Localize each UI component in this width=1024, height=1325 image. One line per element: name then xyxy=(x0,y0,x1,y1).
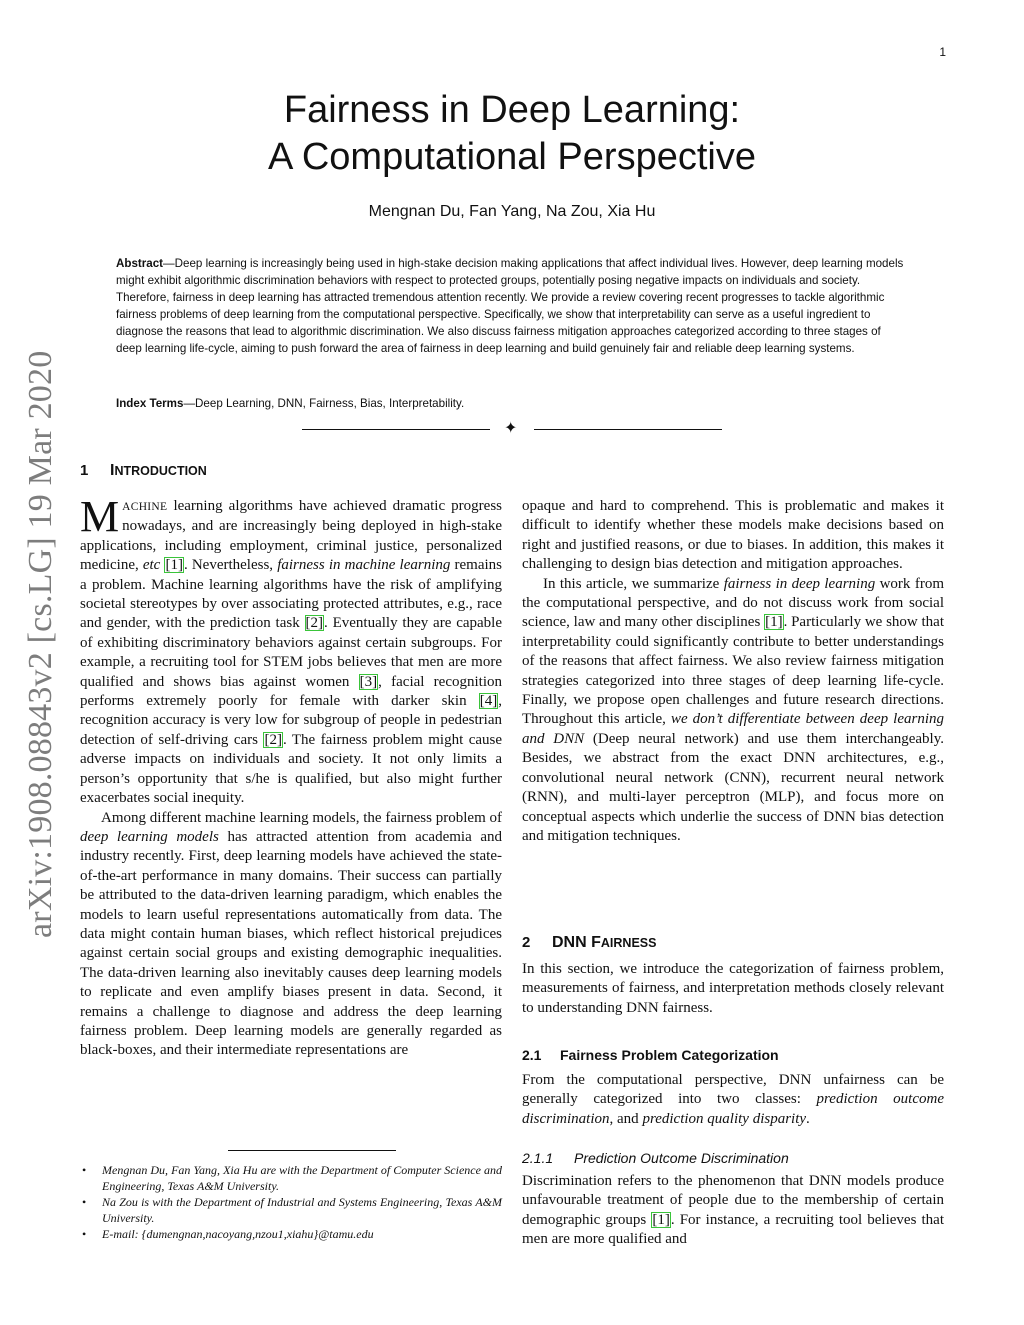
citation-link[interactable]: [3] xyxy=(359,673,378,690)
title-line-1: Fairness in Deep Learning: xyxy=(283,89,741,131)
right-column-top xyxy=(522,497,944,846)
section-title-rest: NTRODUCTION xyxy=(114,464,207,478)
citation-link[interactable]: [1] xyxy=(652,1211,670,1228)
text-run: learning algorithms have achieved dramatic progress nowadays, and are increasingly being deployed in high-stake applications, including employment, criminal justice, personalized medicine, xyxy=(80,498,502,574)
text-run: Among different machine learning models, the fairness problem of xyxy=(101,809,502,826)
text-run: In this article, we summarize xyxy=(543,575,724,592)
paper-title xyxy=(0,87,1024,181)
categorization-paragraph xyxy=(522,1071,944,1129)
citation-link[interactable]: [4] xyxy=(479,693,498,710)
emphasis-text: fairness in machine learning xyxy=(277,557,451,574)
subsubsection-number: 2.1.1 xyxy=(522,1150,554,1166)
footnotes xyxy=(80,1163,502,1244)
divider-line-right xyxy=(534,429,722,430)
section-heading-introduction xyxy=(80,462,207,480)
citation-link[interactable]: [2] xyxy=(305,615,324,632)
text-run: has attracted attention from academia and industry recently. First, deep learning models have achieved the state-of-the-art performance in many domains. Their success can partially be attributed to the data-driven learning paradigm, which enables the models to learn useful representations automatically from data. The data might contain human biases, which reflect historical prejudices against certain social groups and existing demographic inequalities. The data-driven learning also inevitably causes deep learning models to replicate and even amplify biases present in data. Second, it remains a challenge to diagnose and address the deep learning fairness problem. Deep learning models are generally regarded as black-boxes, and their intermediate representations are xyxy=(80,828,502,1059)
subsection-heading-2-1 xyxy=(522,1047,779,1063)
text-run: , and xyxy=(609,1110,643,1127)
left-column xyxy=(80,492,503,1061)
emphasis-text: we don’t differentiate between deep learning and DNN xyxy=(522,711,945,747)
section-number: 2 xyxy=(522,934,531,951)
emphasis-text: prediction outcome discrimination xyxy=(522,1091,944,1127)
text-run: . Particularly we show that interpretability could significantly contribute to better understandings of the reasons that affect fairness. We also review fairness mitigation strategies categorized into three stages of deep learning life-cycle. Finally, we propose open challenges and future research directions. Throughout this article, xyxy=(522,614,944,728)
text-run: . For instance, a recruiting tool believes that men are more qualified and xyxy=(522,1211,945,1248)
subsubsection-heading-2-1-1 xyxy=(522,1150,789,1166)
emphasis-text: prediction quality disparity xyxy=(642,1110,807,1127)
section-heading-dnn-fairness xyxy=(522,934,656,952)
divider-line-left xyxy=(302,429,490,430)
arxiv-identifier-stamp: arXiv:1908.08843v2 [cs.LG] 19 Mar 2020 xyxy=(22,350,59,938)
section2-intro-paragraph: In this section, we introduce the categorization of fairness problem, measurements of fairness, and interpretation methods closely relevant to understanding DNN fairness. xyxy=(522,961,944,1016)
section-number: 1 xyxy=(80,462,89,479)
footnote-affiliation-1: • Mengnan Du, Fan Yang, Xia Hu are with the Department of Computer Science and Engineering, Texas A&M University. xyxy=(80,1163,502,1194)
intro-paragraph-1 xyxy=(80,492,503,809)
text-run: . xyxy=(806,1110,810,1127)
title-line-2: A Computational Perspective xyxy=(268,136,756,178)
abstract-label: Abstract xyxy=(116,257,164,270)
intro-paragraph-2 xyxy=(80,809,502,1061)
text-run: Discrimination refers to the phenomenon that DNN models produce unfavourable treatment of people due to the membership of certain demographic groups xyxy=(522,1173,944,1228)
footnote-rule xyxy=(228,1150,396,1151)
text-run: work from the computational perspective, and do not discuss work from social science, law and many other disciplines xyxy=(522,575,944,631)
drop-cap: M xyxy=(80,492,120,541)
index-terms-text: —Deep Learning, DNN, Fairness, Bias, Interpretability. xyxy=(183,397,465,410)
intro-paragraph-4 xyxy=(522,575,944,847)
subsection-number: 2.1 xyxy=(522,1047,542,1063)
section-title-initial: I xyxy=(110,462,115,479)
index-terms xyxy=(116,395,908,412)
intro-paragraph-3: opaque and hard to comprehend. This is problematic and makes it difficult to identify whether these models make decisions based on right and justified reasons, or due to biases. In addition, this makes it challenging to design bias detection and mitigation approaches. xyxy=(522,498,944,573)
text-run: . The fairness problem might cause adverse impacts on individuals and society. It not only limits a person’s opportunity that s/he is qualified, but also might further exacerbates social inequity. xyxy=(80,731,503,807)
subsection-title: Fairness Problem Categorization xyxy=(560,1047,779,1063)
right-column-subsubsection-2-1-1 xyxy=(522,1172,944,1250)
text-run: . Nevertheless, xyxy=(183,557,278,574)
index-terms-label: Index Terms xyxy=(116,397,184,410)
abstract-text: —Deep learning is increasingly being used in high-stake decision making applications that affect individual lives. However, deep learning models might exhibit algorithmic discrimination behaviors with respect to protected groups, potentially posing negative impacts on individuals and society. Therefore, fairness in deep learning has attracted tremendous attention recently. We provide a review covering recent progresses to tackle algorithmic fairness problems of deep learning from the computational perspective. Specifically, we show that interpretability can serve as a useful ingredient to diagnose the reasons that lead to algorithmic discrimination. We also discuss fairness mitigation approaches categorized according to three stages of deep learning life-cycle, aiming to push forward the area of fairness in deep learning and build genuinely fair and reliable deep learning systems. xyxy=(116,257,904,356)
emphasis-text: deep learning models xyxy=(80,828,219,845)
citation-link[interactable]: [1] xyxy=(765,614,783,631)
text-run: (Deep neural network) and use them interchangeably. Besides, we abstract from the exact DNN architectures, e.g., convolutional neural network (CNN), recurrent neural network (RNN), and multi-layer perceptron (MLP), and focus more on conceptual aspects which underlie the success of DNN bias detection and mitigation techniques. xyxy=(522,730,945,844)
text-run: From the computational perspective, DNN unfairness can be generally categorized into two classes: xyxy=(522,1072,944,1108)
text-run: remains a problem. Machine learning algorithms have the risk of amplifying societal stereotypes by over associating protected attributes, e.g., race and gender, with the prediction task xyxy=(80,557,502,632)
author-list: Mengnan Du, Fan Yang, Na Zou, Xia Hu xyxy=(368,203,656,220)
emphasis-etc: etc xyxy=(142,557,161,574)
emphasis-text: fairness in deep learning xyxy=(723,575,876,592)
footnote-email: • E-mail: {dumengnan,nacoyang,nzou1,xiahu}@tamu.edu xyxy=(80,1227,502,1243)
text-run: , facial recognition performs extremely poorly for female with darker skin xyxy=(80,673,502,710)
text-run: , recognition accuracy is very low for subgroup of people in pedestrian detection of self-driving cars xyxy=(80,693,502,748)
divider-star-icon: ✦ xyxy=(504,420,518,437)
section-title-initial: DNN F xyxy=(552,934,601,951)
section-divider xyxy=(302,422,722,436)
right-column-section2 xyxy=(522,960,944,1018)
discrimination-paragraph xyxy=(522,1172,944,1250)
section-title-rest: AIRNESS xyxy=(600,936,657,950)
right-column-subsection-2-1 xyxy=(522,1071,944,1129)
intro-smallcaps: ACHINE xyxy=(122,501,168,513)
page-number: 1 xyxy=(939,45,946,59)
citation-link[interactable]: [1] xyxy=(165,557,183,574)
citation-link[interactable]: [2] xyxy=(264,731,282,748)
footnote-affiliation-2: • Na Zou is with the Department of Industrial and Systems Engineering, Texas A&M University. xyxy=(80,1195,502,1226)
abstract xyxy=(116,255,908,358)
subsubsection-title: Prediction Outcome Discrimination xyxy=(574,1150,789,1166)
text-run: . Eventually they are capable of exhibiting discriminatory behaviors against certain subgroups. For example, a recruiting tool for STEM jobs believes that men are more qualified and shows bias against women xyxy=(80,615,502,690)
